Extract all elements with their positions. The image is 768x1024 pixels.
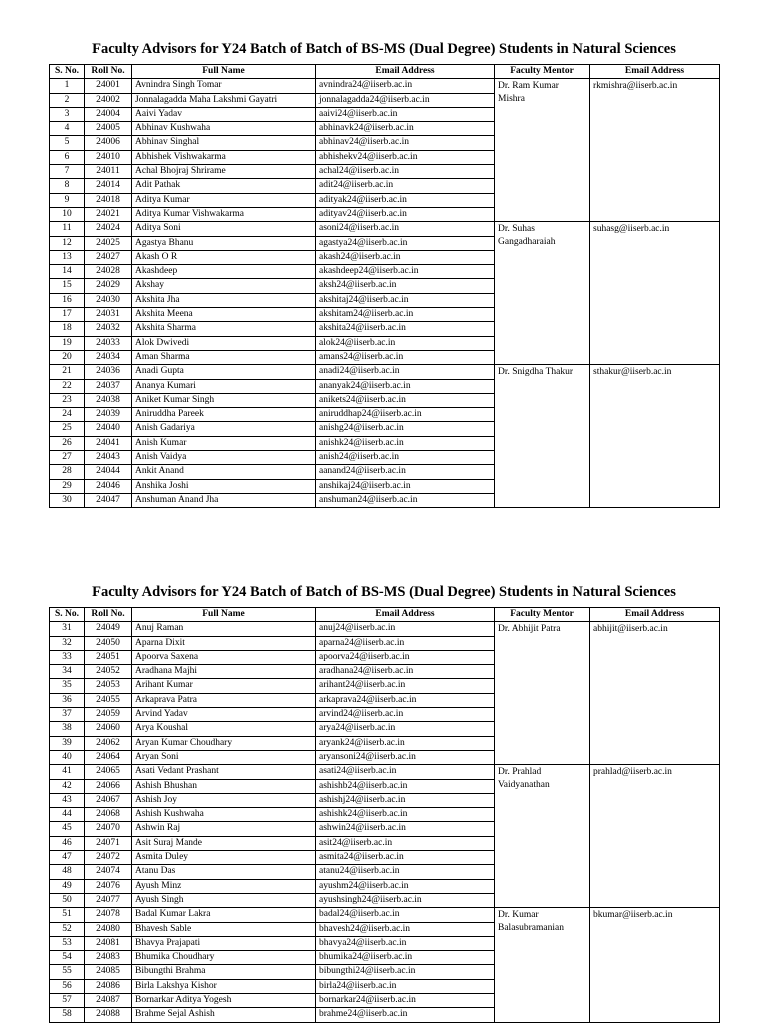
header-mentor-email: Email Address — [590, 608, 720, 622]
roll-number: 24014 — [85, 179, 132, 193]
student-email[interactable]: anadi24@iiserb.ac.in — [316, 365, 495, 379]
faculty-mentor: Dr. Kumar Balasubramanian — [495, 908, 590, 1022]
serial-number: 55 — [50, 965, 85, 979]
serial-number: 52 — [50, 922, 85, 936]
serial-number: 18 — [50, 322, 85, 336]
student-name: Anish Vaidya — [132, 451, 316, 465]
roll-number: 24068 — [85, 808, 132, 822]
student-email[interactable]: atanu24@iiserb.ac.in — [316, 865, 495, 879]
student-name: Badal Kumar Lakra — [132, 908, 316, 922]
faculty-mentor: Dr. Prahlad Vaidyanathan — [495, 765, 590, 908]
student-name: Aryan Soni — [132, 750, 316, 764]
serial-number: 53 — [50, 936, 85, 950]
student-email[interactable]: apoorva24@iiserb.ac.in — [316, 650, 495, 664]
table-row — [50, 622, 720, 636]
roll-number: 24036 — [85, 365, 132, 379]
student-name: Bhavya Prajapati — [132, 936, 316, 950]
roll-number: 24033 — [85, 336, 132, 350]
student-email[interactable]: alok24@iiserb.ac.in — [316, 336, 495, 350]
student-name: Arkaprava Patra — [132, 693, 316, 707]
student-email[interactable]: bhavesh24@iiserb.ac.in — [316, 922, 495, 936]
serial-number: 28 — [50, 465, 85, 479]
serial-number: 9 — [50, 193, 85, 207]
student-email[interactable]: anishk24@iiserb.ac.in — [316, 436, 495, 450]
student-name: Aparna Dixit — [132, 636, 316, 650]
student-name: Brahme Sejal Ashish — [132, 1008, 316, 1022]
student-name: Atanu Das — [132, 865, 316, 879]
roll-number: 24080 — [85, 922, 132, 936]
advisor-table — [49, 64, 720, 508]
serial-number: 24 — [50, 408, 85, 422]
student-email[interactable]: anishg24@iiserb.ac.in — [316, 422, 495, 436]
student-email[interactable]: akshita24@iiserb.ac.in — [316, 322, 495, 336]
serial-number: 4 — [50, 122, 85, 136]
student-email[interactable]: birla24@iiserb.ac.in — [316, 979, 495, 993]
header-full-name: Full Name — [132, 65, 316, 79]
roll-number: 24002 — [85, 93, 132, 107]
student-email[interactable]: anshikaj24@iiserb.ac.in — [316, 479, 495, 493]
student-email[interactable]: asit24@iiserb.ac.in — [316, 836, 495, 850]
student-name: Bhumika Choudhary — [132, 951, 316, 965]
serial-number: 17 — [50, 308, 85, 322]
table-row — [50, 79, 720, 93]
student-email[interactable]: adityav24@iiserb.ac.in — [316, 207, 495, 221]
roll-number: 24010 — [85, 150, 132, 164]
serial-number: 32 — [50, 636, 85, 650]
student-name: Abhishek Vishwakarma — [132, 150, 316, 164]
serial-number: 14 — [50, 265, 85, 279]
faculty-mentor: Dr. Ram Kumar Mishra — [495, 79, 590, 222]
roll-number: 24046 — [85, 479, 132, 493]
student-email[interactable]: bibungthi24@iiserb.ac.in — [316, 965, 495, 979]
student-email[interactable]: aradhana24@iiserb.ac.in — [316, 665, 495, 679]
student-name: Ashish Joy — [132, 793, 316, 807]
header-sno: S. No. — [50, 65, 85, 79]
roll-number: 24088 — [85, 1008, 132, 1022]
roll-number: 24018 — [85, 193, 132, 207]
roll-number: 24064 — [85, 750, 132, 764]
student-email[interactable]: anuj24@iiserb.ac.in — [316, 622, 495, 636]
student-name: Ashish Bhushan — [132, 779, 316, 793]
roll-number: 24072 — [85, 851, 132, 865]
roll-number: 24005 — [85, 122, 132, 136]
faculty-mentor-email[interactable]: prahlad@iiserb.ac.in — [590, 765, 720, 908]
student-name: Jonnalagadda Maha Lakshmi Gayatri — [132, 93, 316, 107]
student-name: Aditya Kumar Vishwakarma — [132, 207, 316, 221]
student-name: Akshita Jha — [132, 293, 316, 307]
serial-number: 39 — [50, 736, 85, 750]
serial-number: 26 — [50, 436, 85, 450]
serial-number: 22 — [50, 379, 85, 393]
serial-number: 51 — [50, 908, 85, 922]
student-name: Anish Kumar — [132, 436, 316, 450]
student-email[interactable]: jonnalagadda24@iiserb.ac.in — [316, 93, 495, 107]
student-name: Avnindra Singh Tomar — [132, 79, 316, 93]
roll-number: 24078 — [85, 908, 132, 922]
serial-number: 36 — [50, 693, 85, 707]
student-name: Aradhana Majhi — [132, 665, 316, 679]
serial-number: 34 — [50, 665, 85, 679]
student-name: Arvind Yadav — [132, 708, 316, 722]
student-email[interactable]: aniruddhap24@iiserb.ac.in — [316, 408, 495, 422]
serial-number: 58 — [50, 1008, 85, 1022]
student-email[interactable]: brahme24@iiserb.ac.in — [316, 1008, 495, 1022]
student-email[interactable]: anshuman24@iiserb.ac.in — [316, 493, 495, 507]
serial-number: 7 — [50, 165, 85, 179]
student-name: Akshita Meena — [132, 308, 316, 322]
roll-number: 24065 — [85, 765, 132, 779]
student-name: Anshuman Anand Jha — [132, 493, 316, 507]
student-name: Agastya Bhanu — [132, 236, 316, 250]
serial-number: 35 — [50, 679, 85, 693]
student-email[interactable]: akash24@iiserb.ac.in — [316, 250, 495, 264]
student-email[interactable]: asati24@iiserb.ac.in — [316, 765, 495, 779]
faculty-mentor-email[interactable]: sthakur@iiserb.ac.in — [590, 365, 720, 508]
student-email[interactable]: asmita24@iiserb.ac.in — [316, 851, 495, 865]
serial-number: 50 — [50, 893, 85, 907]
student-email[interactable]: ashishk24@iiserb.ac.in — [316, 808, 495, 822]
student-name: Bibungthi Brahma — [132, 965, 316, 979]
student-email[interactable]: adit24@iiserb.ac.in — [316, 179, 495, 193]
student-name: Ashwin Raj — [132, 822, 316, 836]
table-row — [50, 222, 720, 236]
serial-number: 46 — [50, 836, 85, 850]
roll-number: 24074 — [85, 865, 132, 879]
student-name: Akshay — [132, 279, 316, 293]
student-email[interactable]: arya24@iiserb.ac.in — [316, 722, 495, 736]
student-name: Adit Pathak — [132, 179, 316, 193]
faculty-mentor: Dr. Suhas Gangadharaiah — [495, 222, 590, 365]
student-name: Aditya Kumar — [132, 193, 316, 207]
serial-number: 19 — [50, 336, 85, 350]
student-email[interactable]: agastya24@iiserb.ac.in — [316, 236, 495, 250]
roll-number: 24024 — [85, 222, 132, 236]
student-name: Akashdeep — [132, 265, 316, 279]
serial-number: 43 — [50, 793, 85, 807]
student-email[interactable]: arvind24@iiserb.ac.in — [316, 708, 495, 722]
student-name: Achal Bhojraj Shrirame — [132, 165, 316, 179]
roll-number: 24027 — [85, 250, 132, 264]
roll-number: 24070 — [85, 822, 132, 836]
student-email[interactable]: abhishekv24@iiserb.ac.in — [316, 150, 495, 164]
student-email[interactable]: badal24@iiserb.ac.in — [316, 908, 495, 922]
student-email[interactable]: arihant24@iiserb.ac.in — [316, 679, 495, 693]
student-name: Ananya Kumari — [132, 379, 316, 393]
student-email[interactable]: anikets24@iiserb.ac.in — [316, 393, 495, 407]
student-name: Ankit Anand — [132, 465, 316, 479]
roll-number: 24030 — [85, 293, 132, 307]
student-name: Aman Sharma — [132, 350, 316, 364]
student-name: Aaivi Yadav — [132, 107, 316, 121]
student-email[interactable]: aryank24@iiserb.ac.in — [316, 736, 495, 750]
roll-number: 24047 — [85, 493, 132, 507]
student-name: Asati Vedant Prashant — [132, 765, 316, 779]
table-row — [50, 765, 720, 779]
roll-number: 24044 — [85, 465, 132, 479]
roll-number: 24039 — [85, 408, 132, 422]
student-email[interactable]: ashishj24@iiserb.ac.in — [316, 793, 495, 807]
serial-number: 57 — [50, 994, 85, 1008]
student-name: Aryan Kumar Choudhary — [132, 736, 316, 750]
student-email[interactable]: ayushsingh24@iiserb.ac.in — [316, 893, 495, 907]
serial-number: 25 — [50, 422, 85, 436]
student-email[interactable]: ananyak24@iiserb.ac.in — [316, 379, 495, 393]
roll-number: 24077 — [85, 893, 132, 907]
student-name: Asit Suraj Mande — [132, 836, 316, 850]
serial-number: 41 — [50, 765, 85, 779]
serial-number: 6 — [50, 150, 85, 164]
student-name: Ayush Singh — [132, 893, 316, 907]
student-email[interactable]: akshitaj24@iiserb.ac.in — [316, 293, 495, 307]
roll-number: 24087 — [85, 994, 132, 1008]
student-email[interactable]: bornarkar24@iiserb.ac.in — [316, 994, 495, 1008]
student-email[interactable]: asoni24@iiserb.ac.in — [316, 222, 495, 236]
header-roll-no: Roll No. — [85, 65, 132, 79]
faculty-mentor-email[interactable]: suhasg@iiserb.ac.in — [590, 222, 720, 365]
serial-number: 23 — [50, 393, 85, 407]
serial-number: 56 — [50, 979, 85, 993]
student-name: Anadi Gupta — [132, 365, 316, 379]
roll-number: 24076 — [85, 879, 132, 893]
roll-number: 24083 — [85, 951, 132, 965]
header-email: Email Address — [316, 65, 495, 79]
student-email[interactable]: aksh24@iiserb.ac.in — [316, 279, 495, 293]
student-email[interactable]: amans24@iiserb.ac.in — [316, 350, 495, 364]
student-name: Apoorva Saxena — [132, 650, 316, 664]
roll-number: 24059 — [85, 708, 132, 722]
roll-number: 24011 — [85, 165, 132, 179]
student-name: Anuj Raman — [132, 622, 316, 636]
student-email[interactable]: achal24@iiserb.ac.in — [316, 165, 495, 179]
roll-number: 24067 — [85, 793, 132, 807]
student-email[interactable]: avnindra24@iiserb.ac.in — [316, 79, 495, 93]
serial-number: 21 — [50, 365, 85, 379]
roll-number: 24021 — [85, 207, 132, 221]
roll-number: 24066 — [85, 779, 132, 793]
serial-number: 8 — [50, 179, 85, 193]
student-name: Abhinav Kushwaha — [132, 122, 316, 136]
roll-number: 24032 — [85, 322, 132, 336]
serial-number: 5 — [50, 136, 85, 150]
student-email[interactable]: bhavya24@iiserb.ac.in — [316, 936, 495, 950]
serial-number: 48 — [50, 865, 85, 879]
serial-number: 30 — [50, 493, 85, 507]
roll-number: 24081 — [85, 936, 132, 950]
serial-number: 54 — [50, 951, 85, 965]
roll-number: 24041 — [85, 436, 132, 450]
serial-number: 16 — [50, 293, 85, 307]
roll-number: 24029 — [85, 279, 132, 293]
roll-number: 24040 — [85, 422, 132, 436]
student-email[interactable]: aryansoni24@iiserb.ac.in — [316, 750, 495, 764]
page-title: Faculty Advisors for Y24 Batch of Batch of BS-MS (Dual Degree) Students in Natural Sciences — [92, 41, 676, 57]
roll-number: 24055 — [85, 693, 132, 707]
roll-number: 24025 — [85, 236, 132, 250]
serial-number: 40 — [50, 750, 85, 764]
table-header-row — [50, 65, 720, 79]
student-name: Anish Gadariya — [132, 422, 316, 436]
student-email[interactable]: bhumika24@iiserb.ac.in — [316, 951, 495, 965]
serial-number: 42 — [50, 779, 85, 793]
serial-number: 49 — [50, 879, 85, 893]
student-email[interactable]: akshitam24@iiserb.ac.in — [316, 308, 495, 322]
serial-number: 47 — [50, 851, 85, 865]
serial-number: 20 — [50, 350, 85, 364]
roll-number: 24085 — [85, 965, 132, 979]
student-name: Arya Koushal — [132, 722, 316, 736]
faculty-mentor-email[interactable]: abhijit@iiserb.ac.in — [590, 622, 720, 765]
student-email[interactable]: abhinav24@iiserb.ac.in — [316, 136, 495, 150]
roll-number: 24028 — [85, 265, 132, 279]
student-name: Aditya Soni — [132, 222, 316, 236]
table-row — [50, 365, 720, 379]
student-name: Aniruddha Pareek — [132, 408, 316, 422]
serial-number: 10 — [50, 207, 85, 221]
serial-number: 1 — [50, 79, 85, 93]
student-name: Bhavesh Sable — [132, 922, 316, 936]
roll-number: 24051 — [85, 650, 132, 664]
student-name: Akash O R — [132, 250, 316, 264]
roll-number: 24006 — [85, 136, 132, 150]
serial-number: 45 — [50, 822, 85, 836]
faculty-mentor: Dr. Snigdha Thakur — [495, 365, 590, 508]
student-name: Akshita Sharma — [132, 322, 316, 336]
header-email: Email Address — [316, 608, 495, 622]
roll-number: 24071 — [85, 836, 132, 850]
serial-number: 27 — [50, 451, 85, 465]
student-name: Ashish Kushwaha — [132, 808, 316, 822]
student-name: Bornarkar Aditya Yogesh — [132, 994, 316, 1008]
student-email[interactable]: akashdeep24@iiserb.ac.in — [316, 265, 495, 279]
header-mentor-email: Email Address — [590, 65, 720, 79]
roll-number: 24086 — [85, 979, 132, 993]
student-email[interactable]: ayushm24@iiserb.ac.in — [316, 879, 495, 893]
header-faculty-mentor: Faculty Mentor — [495, 608, 590, 622]
header-full-name: Full Name — [132, 608, 316, 622]
serial-number: 37 — [50, 708, 85, 722]
student-email[interactable]: ashishb24@iiserb.ac.in — [316, 779, 495, 793]
roll-number: 24053 — [85, 679, 132, 693]
header-sno: S. No. — [50, 608, 85, 622]
serial-number: 33 — [50, 650, 85, 664]
student-name: Alok Dwivedi — [132, 336, 316, 350]
faculty-mentor-email[interactable]: rkmishra@iiserb.ac.in — [590, 79, 720, 222]
serial-number: 3 — [50, 107, 85, 121]
roll-number: 24004 — [85, 107, 132, 121]
roll-number: 24031 — [85, 308, 132, 322]
table-row — [50, 908, 720, 922]
student-name: Anshika Joshi — [132, 479, 316, 493]
roll-number: 24001 — [85, 79, 132, 93]
page-title: Faculty Advisors for Y24 Batch of Batch of BS-MS (Dual Degree) Students in Natural Sciences — [92, 584, 676, 600]
serial-number: 29 — [50, 479, 85, 493]
roll-number: 24043 — [85, 451, 132, 465]
serial-number: 15 — [50, 279, 85, 293]
student-email[interactable]: aaivi24@iiserb.ac.in — [316, 107, 495, 121]
student-email[interactable]: aparna24@iiserb.ac.in — [316, 636, 495, 650]
header-faculty-mentor: Faculty Mentor — [495, 65, 590, 79]
student-name: Abhinav Singhal — [132, 136, 316, 150]
serial-number: 38 — [50, 722, 85, 736]
faculty-mentor-email[interactable]: bkumar@iiserb.ac.in — [590, 908, 720, 1022]
serial-number: 12 — [50, 236, 85, 250]
student-name: Birla Lakshya Kishor — [132, 979, 316, 993]
student-email[interactable]: anish24@iiserb.ac.in — [316, 451, 495, 465]
student-email[interactable]: arkaprava24@iiserb.ac.in — [316, 693, 495, 707]
student-name: Asmita Duley — [132, 851, 316, 865]
student-name: Aniket Kumar Singh — [132, 393, 316, 407]
roll-number: 24038 — [85, 393, 132, 407]
roll-number: 24050 — [85, 636, 132, 650]
student-email[interactable]: adityak24@iiserb.ac.in — [316, 193, 495, 207]
student-name: Ayush Minz — [132, 879, 316, 893]
serial-number: 11 — [50, 222, 85, 236]
advisor-table — [49, 607, 720, 1023]
student-name: Arihant Kumar — [132, 679, 316, 693]
roll-number: 24062 — [85, 736, 132, 750]
faculty-mentor: Dr. Abhijit Patra — [495, 622, 590, 765]
roll-number: 24052 — [85, 665, 132, 679]
roll-number: 24034 — [85, 350, 132, 364]
serial-number: 13 — [50, 250, 85, 264]
student-email[interactable]: ashwin24@iiserb.ac.in — [316, 822, 495, 836]
header-roll-no: Roll No. — [85, 608, 132, 622]
roll-number: 24060 — [85, 722, 132, 736]
student-email[interactable]: aanand24@iiserb.ac.in — [316, 465, 495, 479]
serial-number: 2 — [50, 93, 85, 107]
serial-number: 31 — [50, 622, 85, 636]
roll-number: 24049 — [85, 622, 132, 636]
roll-number: 24037 — [85, 379, 132, 393]
student-email[interactable]: abhinavk24@iiserb.ac.in — [316, 122, 495, 136]
table-header-row — [50, 608, 720, 622]
serial-number: 44 — [50, 808, 85, 822]
